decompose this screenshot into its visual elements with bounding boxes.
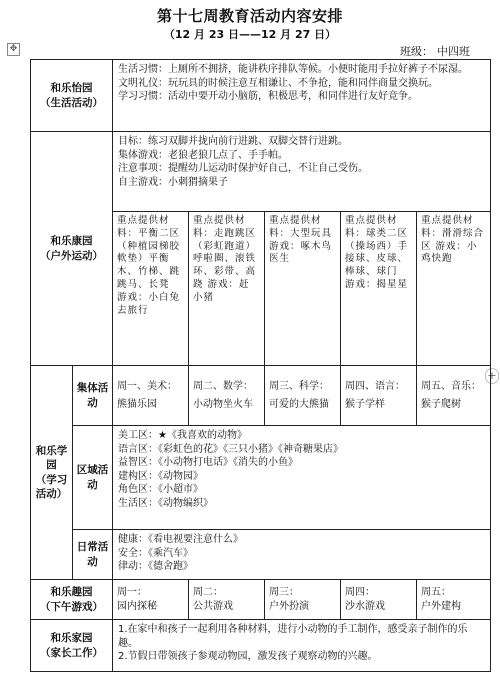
leisure-day xyxy=(265,580,341,620)
group-day-label: 周三、科学： xyxy=(269,380,329,392)
daily-line: 健康：《看电视要注意什么》 xyxy=(118,534,243,545)
life-line: 生活习惯：上厕所不拥挤，能讲秩序排队等候。小便时能用手拉好裤子不尿湿。 xyxy=(118,64,468,75)
leisure-day-label: 周五： xyxy=(421,587,451,598)
area-line: 益智区：《小动物打电话》《消失的小鱼》 xyxy=(118,457,298,468)
life-header xyxy=(31,60,113,132)
area-line: 角色区：《小超市》 xyxy=(118,484,203,495)
leisure-day-item: 户外建构 xyxy=(421,600,461,612)
group-activity-label: 集体活动 xyxy=(73,366,113,426)
page-title: 第十七周教育活动内容安排 xyxy=(156,7,343,25)
health-subtitle: （户外运动） xyxy=(40,249,103,262)
daily-activity-content xyxy=(113,530,491,580)
life-title: 和乐怡园 xyxy=(50,82,93,95)
group-day xyxy=(265,366,341,426)
group-day-topic: 猴子学样 xyxy=(345,399,385,410)
group-day xyxy=(113,366,189,426)
area-line: 语言区：《彩虹色的花》《三只小猪》《神奇糖果店》 xyxy=(118,443,343,455)
health-area: 重点提供材料：球类二区（操场西）手接球、皮球、棒球、球门 游戏：揭星星 xyxy=(341,212,417,366)
leisure-day-label: 周三： xyxy=(269,587,299,598)
group-day-label: 周四、语言： xyxy=(345,380,405,392)
group-day-topic: 可爱的大熊猫 xyxy=(269,399,329,410)
health-row xyxy=(31,132,491,212)
health-area: 重点提供材料：滑滑综合区 游戏：小鸡快跑 xyxy=(417,212,491,366)
daily-activity-label: 日常活动 xyxy=(73,530,113,580)
leisure-day-item: 园内探秘 xyxy=(117,600,157,612)
health-title: 和乐康园 xyxy=(50,235,93,248)
leisure-day xyxy=(189,580,265,620)
area-activity-label: 区域活动 xyxy=(73,426,113,530)
group-activity-row xyxy=(31,366,491,426)
daily-line: 律动：《德舍跑》 xyxy=(118,561,193,572)
class-value: 中四班 xyxy=(437,45,470,58)
area-activity-row xyxy=(31,426,491,530)
life-row xyxy=(31,60,491,132)
group-day xyxy=(341,366,417,426)
leisure-day-label: 周四： xyxy=(345,587,375,598)
home-title: 和乐家园 xyxy=(50,632,93,645)
group-day-topic: 小动物坐火车 xyxy=(193,399,253,410)
learning-title: 和乐学园 xyxy=(35,445,68,472)
health-line: 集体游戏：老狼老狼几点了、手手帕。 xyxy=(118,149,288,161)
home-line: 1.在家中和孩子一起利用各种材料，进行小动物的手工制作，感受亲子制作的乐趣。 xyxy=(118,624,468,649)
health-header xyxy=(31,132,113,366)
date-range: （12 月 23 日——12 月 27 日） xyxy=(163,28,337,41)
life-line: 文明礼仪：玩玩具的时候注意互相谦让、不争抢，能和同伴商量交换玩。 xyxy=(118,77,438,89)
group-day-label: 周一、美术： xyxy=(117,380,177,392)
health-area: 重点提供材料：走跑跳区（彩虹跑道）呼啦圈、滚铁环、彩带、高跷 游戏：赶小猪 xyxy=(189,212,265,366)
life-subtitle: （生活活动） xyxy=(40,96,103,109)
leisure-day-label: 周一： xyxy=(117,587,147,598)
leisure-title: 和乐趣园 xyxy=(50,586,93,599)
health-area: 重点提供材料：平衡二区（种植园梯胶軟垫）平衡木、竹梯、跳跳马、长凳 游戏：小白兔去旅行 xyxy=(113,212,189,366)
leisure-day xyxy=(113,580,189,620)
schedule-table xyxy=(30,59,491,672)
area-activity-content xyxy=(113,426,491,530)
group-day xyxy=(417,366,491,426)
leisure-day-label: 周二： xyxy=(193,587,223,598)
life-line: 学习习惯：活动中要开动小脑筋，积极思考，和同伴进行友好竞争。 xyxy=(118,91,418,102)
group-day-topic: 猴子爬树 xyxy=(421,399,461,410)
home-subtitle: （家长工作） xyxy=(40,646,103,659)
leisure-day xyxy=(341,580,417,620)
leisure-subtitle: （下午游戏） xyxy=(40,600,103,613)
leisure-header xyxy=(31,580,113,620)
leisure-row xyxy=(31,580,491,620)
group-day-label: 周五、音乐： xyxy=(421,380,481,392)
life-content xyxy=(113,60,491,132)
area-line: 美工区：★《我喜欢的动物》 xyxy=(118,430,247,441)
class-label: 班级： xyxy=(400,45,433,58)
health-area: 重点提供材料：大型玩具 游戏：啄木鸟医生 xyxy=(265,212,341,366)
leisure-day-item: 户外扮演 xyxy=(269,600,309,612)
learning-subtitle: （学习活动） xyxy=(35,473,68,500)
daily-line: 安全：《乘汽车》 xyxy=(118,547,193,559)
table-move-handle-icon[interactable]: ✥ xyxy=(7,43,20,56)
home-header xyxy=(31,620,113,672)
add-row-icon[interactable]: + xyxy=(485,368,499,384)
health-line: 自主游戏：小刺猬摘果子 xyxy=(118,176,228,188)
home-row xyxy=(31,620,491,672)
home-line: 2.节假日带领孩子参观动物园，激发孩子观察动物的兴趣。 xyxy=(118,651,378,662)
learning-header xyxy=(31,366,73,580)
health-line: 目标：练习双脚并拢向前行进跳、双脚交替行进跳。 xyxy=(118,136,348,147)
group-day-topic: 熊猫乐园 xyxy=(117,399,157,410)
area-line: 建构区：《动物园》 xyxy=(118,470,203,482)
group-day-label: 周二、数学： xyxy=(193,380,253,392)
leisure-day-item: 沙水游戏 xyxy=(345,600,385,612)
daily-activity-row xyxy=(31,530,491,580)
leisure-day-item: 公共游戏 xyxy=(193,600,233,612)
leisure-day xyxy=(417,580,491,620)
home-content xyxy=(113,620,491,672)
area-line: 生活区：《动物编织》 xyxy=(118,497,213,509)
health-line: 注意事项：提醒幼儿运动时保护好自己，不让自己受伤。 xyxy=(118,163,368,174)
class-info xyxy=(396,43,470,59)
group-day xyxy=(189,366,265,426)
health-goals xyxy=(113,132,491,212)
